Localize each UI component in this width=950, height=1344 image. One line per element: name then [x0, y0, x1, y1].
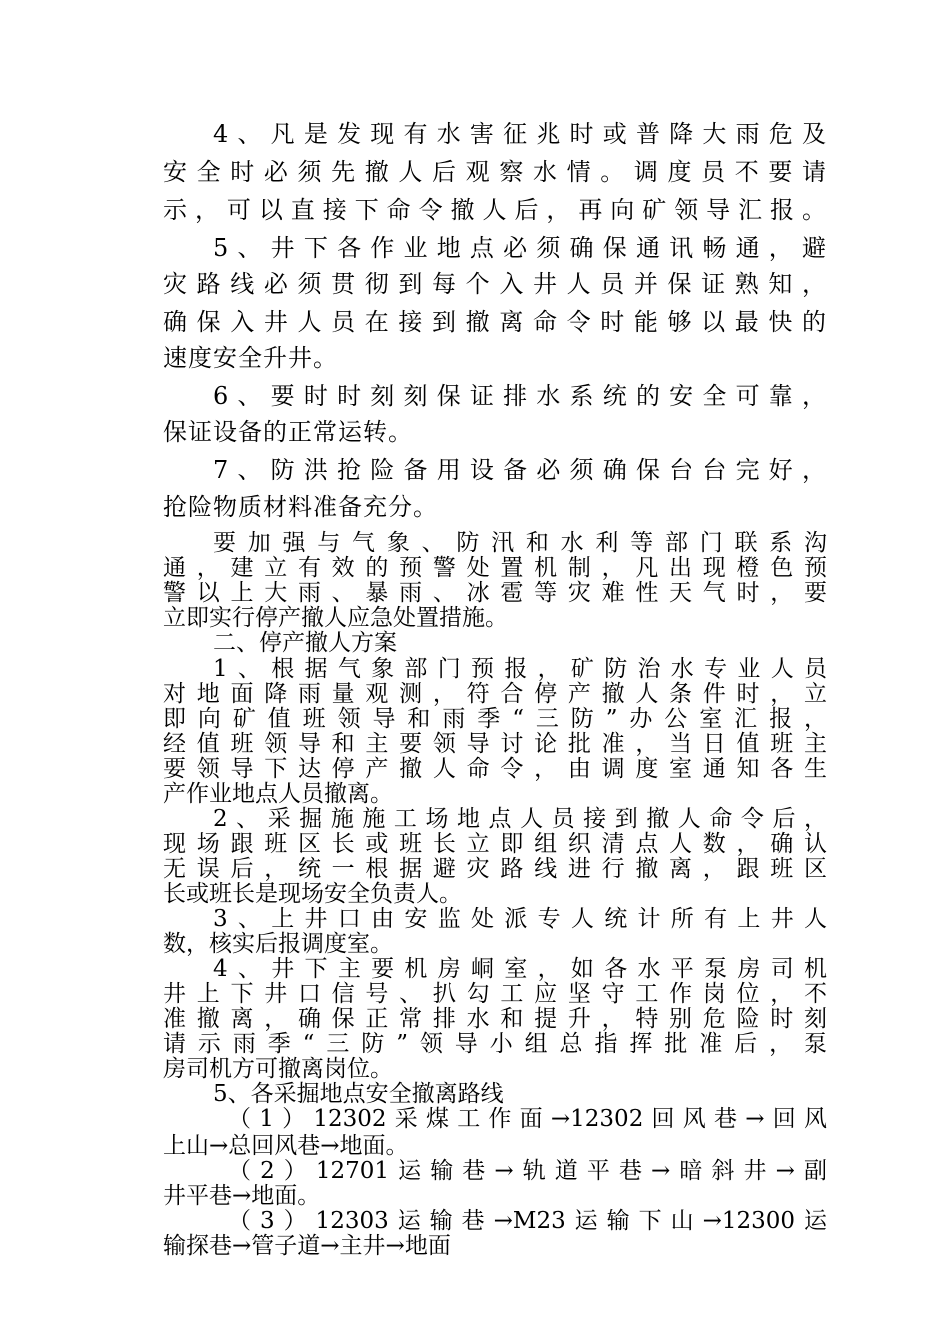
text-line: 长或班长是现场安全负责人。 [163, 881, 462, 907]
text-line: 4、井下主要机房峒室，如各水平泵房司机 [213, 956, 827, 982]
text-line: 1、根据气象部门预报，矿防治水专业人员 [213, 656, 827, 682]
text-line: 抢险物质材料准备充分。 [163, 493, 438, 521]
text-line: 经值班领导和主要领导讨论批准，当日值班主 [163, 731, 827, 757]
text-line: 准撤离，确保正常排水和提升，特别危险时刻 [163, 1006, 827, 1032]
text-line: 5、各采掘地点安全撤离路线 [213, 1081, 504, 1107]
text-line: 要加强与气象、防汛和水利等部门联系沟 [213, 530, 827, 556]
text-line: 安全时必须先撤人后观察水情。调度员不要请 [163, 158, 827, 186]
text-line: 通，建立有效的预警处置机制，凡出现橙色预 [163, 555, 827, 581]
text-line: 井上下井口信号、扒勾工应坚守工作岗位，不 [163, 981, 827, 1007]
text-line: 警以上大雨、暴雨、冰雹等灾难性天气时，要 [163, 580, 827, 606]
route-line: 井平巷→地面。 [163, 1183, 321, 1209]
text-line: 保证设备的正常运转。 [163, 418, 413, 446]
text-line: 即向矿值班领导和雨季“三防”办公室汇报， [163, 706, 827, 732]
route-line: 上山→总回风巷→地面。 [163, 1133, 409, 1159]
text-line: 现场跟班区长或班长立即组织清点人数，确认 [163, 831, 827, 857]
text-line: 请示雨季“三防”领导小组总指挥批准后，泵 [163, 1031, 827, 1057]
text-line: 2、采掘施施工场地点人员接到撤人命令后， [213, 806, 827, 832]
route-line: （2）12701运输巷→轨道平巷→暗斜井→副 [228, 1158, 827, 1184]
section-heading: 二、停产撤人方案 [213, 630, 397, 656]
text-line: 6、要时时刻刻保证排水系统的安全可靠， [213, 382, 827, 410]
text-line: 确保入井人员在接到撤离命令时能够以最快的 [163, 308, 827, 336]
text-line: 要领导下达停产撤人命令，由调度室通知各生 [163, 756, 827, 782]
text-line: 对地面降雨量观测，符合停产撤人条件时，立 [163, 681, 827, 707]
route-line: 输探巷→管子道→主井→地面 [163, 1233, 451, 1259]
text-line: 灾路线必须贯彻到每个入井人员并保证熟知， [163, 270, 827, 298]
text-line: 示，可以直接下命令撤人后，再向矿领导汇报。 [163, 196, 827, 224]
text-line: 4、凡是发现有水害征兆时或普降大雨危及 [213, 120, 827, 148]
text-line: 无误后，统一根据避灾路线进行撤离，跟班区 [163, 856, 827, 882]
text-line: 数，核实后报调度室。 [163, 931, 393, 957]
text-line: 立即实行停产撤人应急处置措施。 [163, 605, 508, 631]
text-line: 产作业地点人员撤离。 [163, 781, 393, 807]
text-line: 速度安全升井。 [163, 344, 338, 372]
text-line: 3、上井口由安监处派专人统计所有上井人 [213, 906, 827, 932]
route-line: （1）12302采煤工作面→12302回风巷→回风 [228, 1106, 827, 1132]
text-line: 5、井下各作业地点必须确保通讯畅通，避 [213, 234, 827, 262]
route-line: （3）12303运输巷→M23运输下山→12300运 [228, 1208, 827, 1234]
text-line: 房司机方可撤离岗位。 [163, 1056, 393, 1082]
text-line: 7、防洪抢险备用设备必须确保台台完好， [213, 456, 827, 484]
